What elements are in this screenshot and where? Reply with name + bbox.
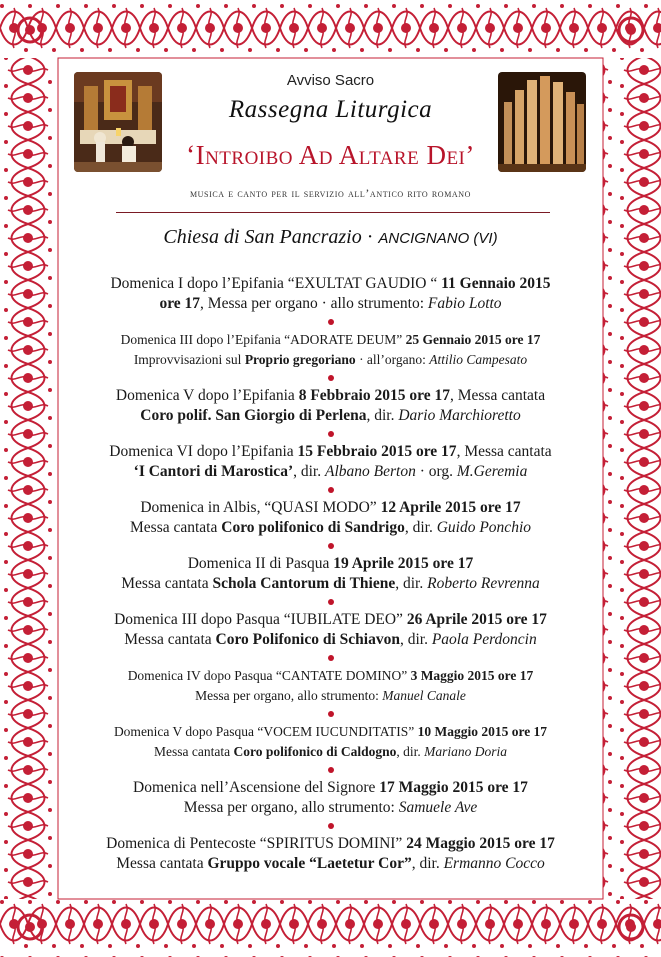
event-highlight: Gruppo vocale “Laetetur Cor”: [207, 855, 412, 872]
event-line: [64, 686, 597, 706]
event-line: [64, 554, 597, 574]
event-item: [64, 778, 597, 818]
divider: [116, 212, 550, 213]
event-line: [64, 330, 597, 350]
separator-dot: [328, 375, 334, 381]
event-line: [64, 666, 597, 686]
event-performer: M.Geremia: [456, 463, 528, 480]
event-text: Messa per organo, allo strumento:: [195, 688, 383, 703]
event-item: [64, 442, 597, 482]
event-highlight: 3 Maggio 2015 ore 17: [410, 668, 534, 683]
event-line: [64, 350, 597, 370]
series-title: Rassegna Liturgica: [228, 96, 433, 123]
event-highlight: Coro polifonico di Sandrigo: [221, 519, 405, 536]
event-item: [64, 610, 597, 650]
event-line: [64, 294, 597, 314]
event-text: , Messa per organo · allo strumento:: [200, 295, 428, 312]
event-highlight: 24 Maggio 2015 ore 17: [406, 835, 555, 852]
event-item: [64, 386, 597, 426]
event-line: [64, 442, 597, 462]
event-text: Domenica V dopo l’Epifania: [115, 387, 299, 404]
separator-dot: [328, 655, 334, 661]
church-line: [80, 226, 581, 249]
event-text: , Messa cantata: [456, 443, 552, 460]
church-separator: ·: [361, 226, 379, 248]
event-performer: Guido Ponchio: [436, 519, 531, 536]
event-performer: Attilio Campesato: [429, 352, 528, 367]
event-line: [64, 834, 597, 854]
event-line: [64, 854, 597, 874]
separator-dot: [328, 543, 334, 549]
event-item: [64, 274, 597, 314]
event-line: [64, 630, 597, 650]
event-text: , Messa cantata: [449, 387, 546, 404]
event-text: Improvvisazioni sul: [133, 352, 245, 367]
event-highlight: 25 Gennaio 2015 ore 17: [405, 332, 541, 347]
event-line: [64, 406, 597, 426]
event-highlight: Coro polif. San Giorgio di Perlena: [140, 407, 367, 424]
event-text: Messa cantata: [130, 519, 222, 536]
separator-dot: [328, 487, 334, 493]
separator-dot: [328, 767, 334, 773]
event-performer: Dario Marchioretto: [398, 407, 521, 424]
event-highlight: 8 Febbraio 2015 ore 17: [298, 387, 450, 404]
event-item: [64, 554, 597, 594]
event-text: Domenica II di Pasqua: [187, 555, 334, 572]
event-text: , dir.: [404, 519, 437, 536]
event-highlight: 19 Aprile 2015 ore 17: [333, 555, 474, 572]
event-text: Messa cantata: [153, 744, 234, 759]
event-text: Domenica VI dopo l’Epifania: [109, 443, 298, 460]
event-highlight: 26 Aprile 2015 ore 17: [406, 611, 547, 628]
event-line: [64, 778, 597, 798]
event-text: Domenica IV dopo Pasqua “CANTATE DOMINO”: [127, 668, 411, 683]
event-text: , dir.: [399, 631, 432, 648]
event-item: [64, 498, 597, 538]
notice-label: Avviso Sacro: [286, 72, 375, 89]
event-line: [64, 798, 597, 818]
event-line: [64, 518, 597, 538]
event-text: , dir.: [293, 463, 325, 480]
event-text: Domenica in Albis, “QUASI MODO”: [140, 499, 381, 516]
event-text: Messa cantata: [121, 575, 213, 592]
event-text: , dir.: [396, 744, 425, 759]
event-item: [64, 666, 597, 706]
event-line: [64, 462, 597, 482]
event-text: Domenica III dopo Pasqua “IUBILATE DEO”: [114, 611, 407, 628]
event-text: · org.: [415, 463, 457, 480]
event-text: Messa per organo, allo strumento:: [183, 799, 399, 816]
event-highlight: Proprio gregoriano: [244, 352, 356, 367]
event-item: [64, 834, 597, 874]
subtitle: musica e canto per il servizio all’antico rito romano: [189, 186, 472, 200]
event-text: · all’organo:: [355, 352, 430, 367]
event-text: Messa cantata: [124, 631, 216, 648]
event-highlight: Coro polifonico di Caldogno: [233, 744, 397, 759]
event-item: [64, 722, 597, 762]
main-title: ‘Introibo Ad Altare Dei’: [186, 140, 475, 170]
event-text: Domenica di Pentecoste “SPIRITUS DOMINI”: [106, 835, 407, 852]
event-performer: Roberto Revrenna: [427, 575, 540, 592]
event-performer: Albano Berton: [324, 463, 416, 480]
event-text: Domenica III dopo l’Epifania “ADORATE DEUM”: [120, 332, 406, 347]
separator-dot: [328, 319, 334, 325]
event-text: , dir.: [395, 575, 428, 592]
event-text: Domenica V dopo Pasqua “VOCEM IUCUNDITATIS”: [113, 724, 418, 739]
event-text: Messa cantata: [116, 855, 208, 872]
event-performer: Fabio Lotto: [427, 295, 502, 312]
event-highlight: 12 Aprile 2015 ore 17: [380, 499, 521, 516]
event-item: [64, 330, 597, 370]
event-highlight: 10 Maggio 2015 ore 17: [417, 724, 548, 739]
event-line: [64, 742, 597, 762]
event-highlight: 15 Febbraio 2015 ore 17: [297, 443, 457, 460]
event-list: [64, 274, 597, 874]
event-highlight: Schola Cantorum di Thiene: [212, 575, 396, 592]
event-line: [64, 574, 597, 594]
event-text: , dir.: [411, 855, 444, 872]
separator-dot: [328, 711, 334, 717]
event-line: [64, 498, 597, 518]
event-highlight: ‘I Cantori di Marostica’: [133, 463, 294, 480]
event-line: [64, 722, 597, 742]
event-performer: Ermanno Cocco: [443, 855, 545, 872]
event-performer: Manuel Canale: [382, 688, 466, 703]
event-performer: Paola Perdoncin: [431, 631, 537, 648]
church-name: Chiesa di San Pancrazio: [163, 226, 362, 248]
event-text: Domenica I dopo l’Epifania “EXULTAT GAUDIO “: [110, 275, 442, 292]
event-highlight: 17 Maggio 2015 ore 17: [379, 779, 528, 796]
separator-dot: [328, 823, 334, 829]
event-highlight: ore 17: [159, 295, 201, 312]
event-line: [64, 274, 597, 294]
separator-dot: [328, 431, 334, 437]
event-text: Domenica nell’Ascensione del Signore: [133, 779, 380, 796]
event-highlight: 11 Gennaio 2015: [441, 275, 551, 292]
event-line: [64, 386, 597, 406]
event-performer: Mariano Doria: [424, 744, 508, 759]
event-performer: Samuele Ave: [398, 799, 478, 816]
event-text: , dir.: [366, 407, 399, 424]
church-location: ANCIGNANO (VI): [378, 230, 498, 247]
event-highlight: Coro Polifonico di Schiavon: [215, 631, 400, 648]
separator-dot: [328, 599, 334, 605]
event-line: [64, 610, 597, 630]
